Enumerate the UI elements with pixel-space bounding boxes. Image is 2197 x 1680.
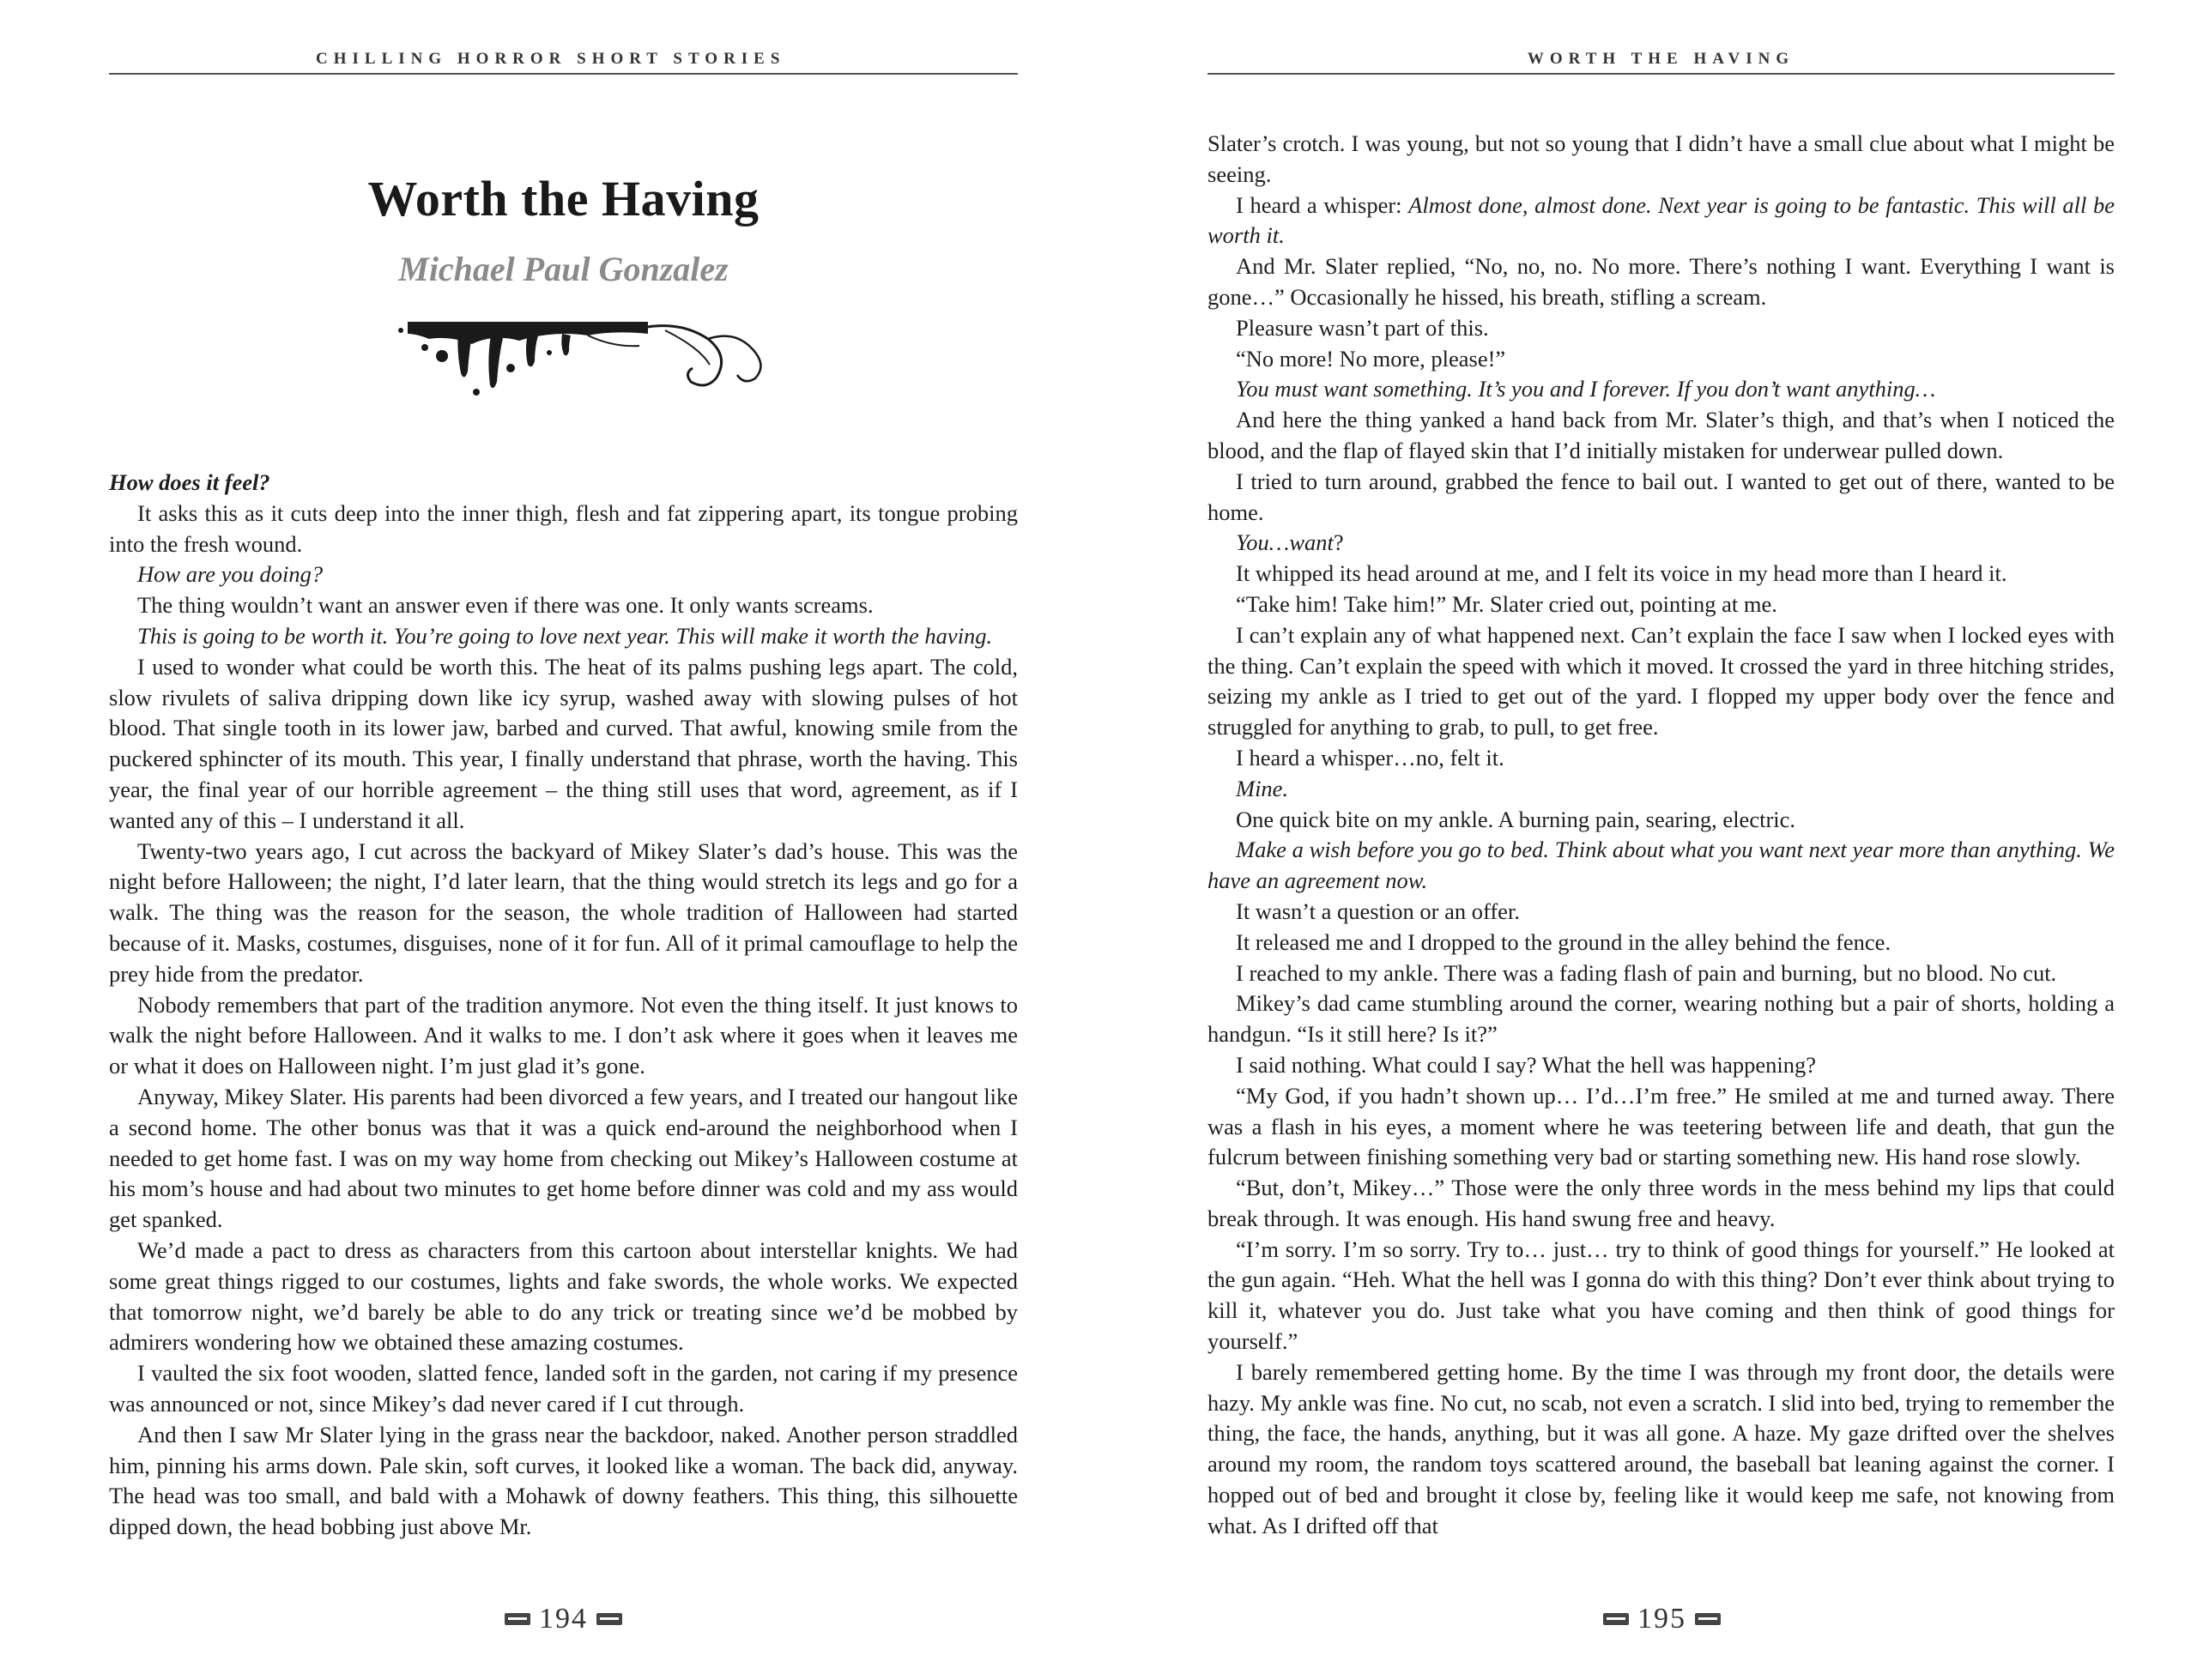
paragraph-text: One quick bite on my ankle. A burning pain, searing, electric.: [1236, 806, 1796, 832]
paragraph-text: And here the thing yanked a hand back from Mr. Slater’s thigh, and that’s when I noticed the blood, and the flap of flayed skin that I’d initially mistaken for underwear pulled down.: [1207, 407, 2115, 463]
paragraph-text: And Mr. Slater replied, “No, no, no. No more. There’s nothing I want. Everything I want is gone…” Occasionally he hissed, his breath, stifling a scream.: [1207, 253, 2115, 310]
paragraph: [1207, 467, 2115, 529]
paragraph-text: “No more! No more, please!”: [1236, 345, 1506, 372]
paragraph: [1207, 1081, 2115, 1173]
paragraph-text: This is going to be worth it. You’re going to love next year. This will make it worth the having.: [137, 622, 993, 649]
paragraph-text: Make a wish before you go to bed. Think about what you want next year more than anything. We have an agreement now.: [1207, 837, 2115, 894]
left-body-text: [109, 468, 1018, 1543]
paragraph: [109, 1236, 1018, 1358]
right-body-text: [1207, 129, 2115, 1542]
paragraph-text: Slater’s crotch. I was young, but not so young that I didn’t have a small clue about what I might be seeing.: [1207, 130, 2115, 187]
paragraph: [1207, 129, 2115, 190]
story-author: Michael Paul Gonzalez: [398, 250, 729, 288]
folio-ornament-icon: [596, 1613, 622, 1625]
story-title: Worth the Having: [367, 171, 760, 227]
paragraph: [1207, 928, 2115, 958]
paragraph: [1207, 988, 2115, 1050]
paragraph: [1207, 528, 2115, 559]
paragraph: [1207, 589, 2115, 620]
paragraph: [1207, 897, 2115, 928]
paragraph: [109, 1358, 1018, 1420]
paragraph-text: Nobody remembers that part of the tradition anymore. Not even the thing itself. It just knows to walk the night before Halloween. And it walks to me. I don’t ask where it goes when it leaves me or what it does on Halloween night. I’m just glad it’s gone.: [109, 991, 1018, 1079]
paragraph: [1207, 1357, 2115, 1542]
header-rule-right: [1207, 73, 2115, 75]
paragraph-text: ?: [1333, 529, 1344, 556]
paragraph-text: Twenty-two years ago, I cut across the backyard of Mikey Slater’s dad’s house. This was the night before Halloween; the night, I’d later learn, that the thing would stretch its legs and go for a walk. The thing was the reason for the season, the whole tradition of Halloween had started because of it. Masks, costumes, disguises, none of it for fun. All of it primal camouflage to help the prey hide from the predator.: [109, 837, 1018, 987]
paragraph-text: I heard a whisper:: [1236, 191, 1409, 218]
paragraph: [1207, 835, 2115, 897]
paragraph-text: Mine.: [1236, 775, 1289, 801]
paragraph-text: And then I saw Mr Slater lying in the grass near the backdoor, naked. Another person straddled him, pinning his arms down. Pale skin, soft curves, it looked like a woman. The back did, anyway. The head was too small, and bald with a Mohawk of downy feathers. This thing, this silhouette dipped down, the head bobbing just above Mr.: [109, 1421, 1018, 1540]
page-number-value: 195: [1637, 1603, 1686, 1635]
paragraph-text: I heard a whisper…no, felt it.: [1236, 744, 1504, 771]
paragraph-text: Pleasure wasn’t part of this.: [1236, 314, 1489, 341]
paragraph: [1207, 743, 2115, 774]
paragraph: [1207, 1173, 2115, 1235]
right-page: [1098, 0, 2197, 1680]
paragraph: [109, 499, 1018, 560]
paragraph: [109, 590, 1018, 621]
paragraph: [109, 1420, 1018, 1543]
paragraph: [109, 1082, 1018, 1236]
paragraph-text: You…want: [1236, 529, 1334, 556]
paragraph: [109, 837, 1018, 990]
header-rule-left: [109, 73, 1018, 75]
paragraph-text: How does it feel?: [109, 469, 270, 495]
paragraph: [1207, 805, 2115, 836]
page-number-right: [1207, 1601, 2116, 1635]
paragraph-text: We’d made a pact to dress as characters from this cartoon about interstellar knights. We had some great things rigged to our costumes, lights and fake swords, the whole works. We expected that tomorrow night, we’d barely be able to do any trick or treating since we’d be mobbed by admirers wondering how we obtained these amazing costumes.: [109, 1236, 1018, 1356]
page-number-value: 194: [539, 1603, 588, 1635]
paragraph: [109, 621, 1018, 652]
paragraph-text: I vaulted the six foot wooden, slatted fence, landed soft in the garden, not caring if my presence was announced or not, since Mikey’s dad never cared if I cut through.: [109, 1360, 1018, 1417]
paragraph-text: “But, don’t, Mikey…” Those were the only three words in the mess behind my lips that could break through. It was enough. His hand swung free and heavy.: [1207, 1175, 2115, 1231]
paragraph-text: I used to wonder what could be worth this. The heat of its palms pushing legs apart. The cold, slow rivulets of saliva dripping down like icy syrup, washed away with slowing pulses of hot blood. That single tooth in its lower jaw, barbed and curved. That awful, knowing smile from the puckered sphincter of its mouth. This year, I finally understand that phrase, worth the having. This year, the final year of our horrible agreement – the thing still uses that word, agreement, as if I wanted any of this – I understand it all.: [109, 653, 1018, 833]
paragraph: [1207, 958, 2115, 989]
paragraph: [109, 652, 1018, 837]
running-head-left: CHILLING HORROR SHORT STORIES: [316, 50, 786, 68]
paragraph: [1207, 313, 2115, 344]
paragraph-text: It wasn’t a question or an offer.: [1236, 897, 1520, 924]
folio-ornament-icon: [1695, 1613, 1721, 1625]
paragraph: [1207, 251, 2115, 313]
paragraph-text: “I’m sorry. I’m so sorry. Try to… just… try to think of good things for yourself.” He looked at the gun again. “Heh. What the hell was I gonna do with this thing? Don’t ever think about trying to kill it, whatever you do. Just take what you have coming and then think of good things for yourself.”: [1207, 1236, 2115, 1355]
paragraph: [1207, 374, 2115, 405]
paragraph: [109, 559, 1018, 590]
paragraph-text: I can’t explain any of what happened next. Can’t explain the face I saw when I locked eyes with the thing. Can’t explain the speed with which it moved. It crossed the yard in three hitching strides, seizing my ankle as I tried to get out of the yard. I flopped my upper body over the fence and struggled for anything to grab, to pull, to get free.: [1207, 621, 2115, 740]
paragraph-text: Almost done, almost done. Next year is going to be fantastic. This will all be worth it.: [1207, 191, 2115, 249]
paragraph-text: “My God, if you hadn’t shown up… I’d…I’m free.” He smiled at me and turned away. There was a flash in his eyes, a moment where he was teetering between life and death, that gun the fulcrum between finishing something very bad or starting something new. His hand rose slowly.: [1207, 1082, 2115, 1170]
paragraph: [1207, 344, 2115, 375]
folio-ornament-icon: [1603, 1613, 1629, 1625]
running-head-right: WORTH THE HAVING: [1527, 50, 1795, 68]
paragraph: [109, 468, 1018, 499]
paragraph: [1207, 1050, 2115, 1081]
page-number-left: [109, 1601, 1018, 1635]
left-page: [0, 0, 1098, 1680]
paragraph-text: It whipped its head around at me, and I felt its voice in my head more than I heard it.: [1236, 560, 2007, 587]
paragraph: [109, 990, 1018, 1082]
paragraph: [1207, 774, 2115, 805]
paragraph: [1207, 405, 2115, 467]
paragraph: [1207, 559, 2115, 589]
paragraph-text: The thing wouldn’t want an answer even if there was one. It only wants screams.: [137, 592, 874, 619]
paragraph-text: It released me and I dropped to the ground in the alley behind the fence.: [1236, 928, 1891, 955]
paragraph-text: Mikey’s dad came stumbling around the corner, wearing nothing but a pair of shorts, holding a handgun. “Is it still here? Is it?”: [1207, 990, 2115, 1048]
paragraph: [1207, 1235, 2115, 1357]
paragraph-text: “Take him! Take him!” Mr. Slater cried out, pointing at me.: [1236, 590, 1777, 617]
paragraph-text: You must want something. It’s you and I forever. If you don’t want anything…: [1236, 376, 1936, 402]
paragraph-text: I reached to my ankle. There was a fading flash of pain and burning, but no blood. No cut.: [1236, 959, 2057, 986]
paragraph: [1207, 190, 2115, 252]
paragraph-text: It asks this as it cuts deep into the inner thigh, flesh and fat zippering apart, its tongue probing into the fresh wound.: [109, 499, 1018, 557]
ink-splatter-ornament-icon: [390, 296, 785, 403]
folio-ornament-icon: [505, 1613, 530, 1625]
paragraph-text: I tried to turn around, grabbed the fence to bail out. I wanted to get out of there, wanted to be home.: [1207, 468, 2115, 525]
paragraph-text: I said nothing. What could I say? What the hell was happening?: [1236, 1051, 1817, 1078]
paragraph-text: How are you doing?: [137, 561, 324, 588]
paragraph-text: Anyway, Mikey Slater. His parents had been divorced a few years, and I treated our hangout like a second home. The other bonus was that it was a quick end-around the neighborhood when I needed to get home fast. I was on my way home from checking out Mikey’s Halloween costume at his mom’s house and had about two minutes to get home before dinner was cold and my ass would get spanked.: [109, 1083, 1018, 1233]
paragraph: [1207, 620, 2115, 743]
paragraph-text: I barely remembered getting home. By the time I was through my front door, the details were hazy. My ankle was fine. No cut, no scab, not even a scratch. I slid into bed, trying to remember the thing, the face, the hands, anything, but it was all gone. A haze. My gaze drifted over the shelves around my room, the random toys scattered around, the baseball bat leaning against the corner. I hopped out of bed and brought it close by, feeling like it would keep me safe, not knowing from what. As I drifted off that: [1207, 1358, 2115, 1538]
